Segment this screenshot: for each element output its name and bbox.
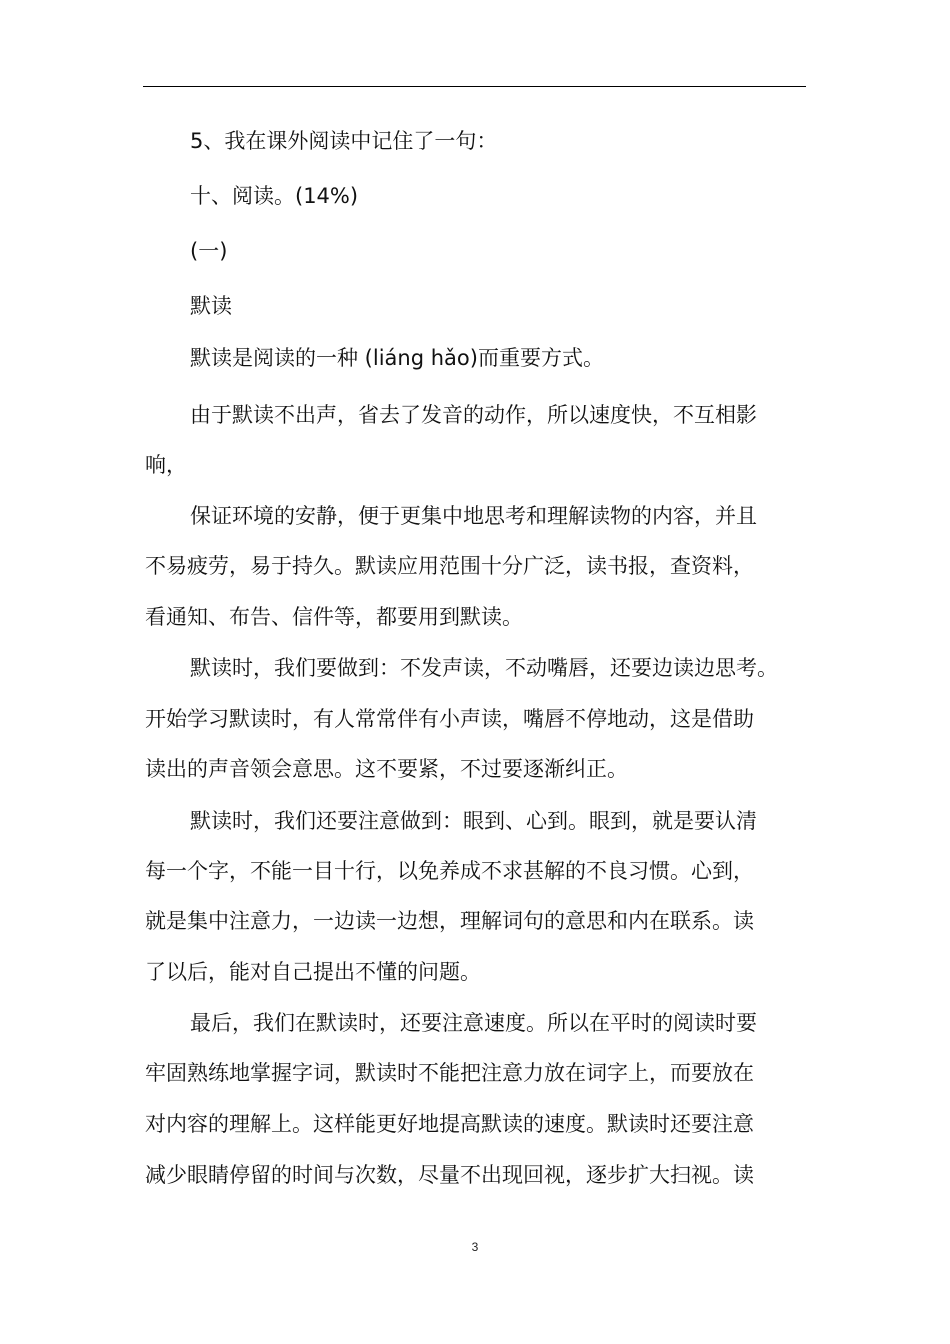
text-line: 保证环境的安静，便于更集中地思考和理解读物的内容，并且 xyxy=(190,504,757,528)
text-line: 牢固熟练地掌握字词，默读时不能把注意力放在词字上，而要放在 xyxy=(145,1061,754,1085)
subsection-heading: (一) xyxy=(190,239,228,263)
text-line: 默读时，我们还要注意做到：眼到、心到。眼到，就是要认清 xyxy=(190,809,757,833)
text-line: 看通知、布告、信件等，都要用到默读。 xyxy=(145,605,523,629)
section-heading: 十、阅读。(14%) xyxy=(190,184,359,208)
text-line: 由于默读不出声，省去了发音的动作，所以速度快，不互相影 xyxy=(190,403,757,427)
text-line: 最后，我们在默读时，还要注意速度。所以在平时的阅读时要 xyxy=(190,1011,757,1035)
text-line: 默读是阅读的一种 (liáng hǎo)而重要方式。 xyxy=(190,346,604,370)
text-line: 对内容的理解上。这样能更好地提高默读的速度。默读时还要注意 xyxy=(145,1112,754,1136)
text-line: 不易疲劳，易于持久。默读应用范围十分广泛，读书报，查资料， xyxy=(145,554,754,578)
header-rule xyxy=(143,86,806,87)
page-number: 3 xyxy=(471,1240,479,1254)
text-line: 就是集中注意力，一边读一边想，理解词句的意思和内在联系。读 xyxy=(145,909,754,933)
text-line: 减少眼睛停留的时间与次数，尽量不出现回视，逐步扩大扫视。读 xyxy=(145,1163,754,1187)
text-line: 开始学习默读时，有人常常伴有小声读，嘴唇不停地动，这是借助 xyxy=(145,707,754,731)
text-line: 了以后，能对自己提出不懂的问题。 xyxy=(145,960,481,984)
text-line: 默读时，我们要做到：不发声读，不动嘴唇，还要边读边思考。 xyxy=(190,656,778,680)
text-line: 读出的声音领会意思。这不要紧，不过要逐渐纠正。 xyxy=(145,757,628,781)
passage-title: 默读 xyxy=(190,294,232,318)
text-line: 响， xyxy=(145,453,187,477)
text-line: 每一个字，不能一目十行，以免养成不求甚解的不良习惯。心到， xyxy=(145,859,754,883)
text-line: 5、我在课外阅读中记住了一句： xyxy=(190,129,498,153)
